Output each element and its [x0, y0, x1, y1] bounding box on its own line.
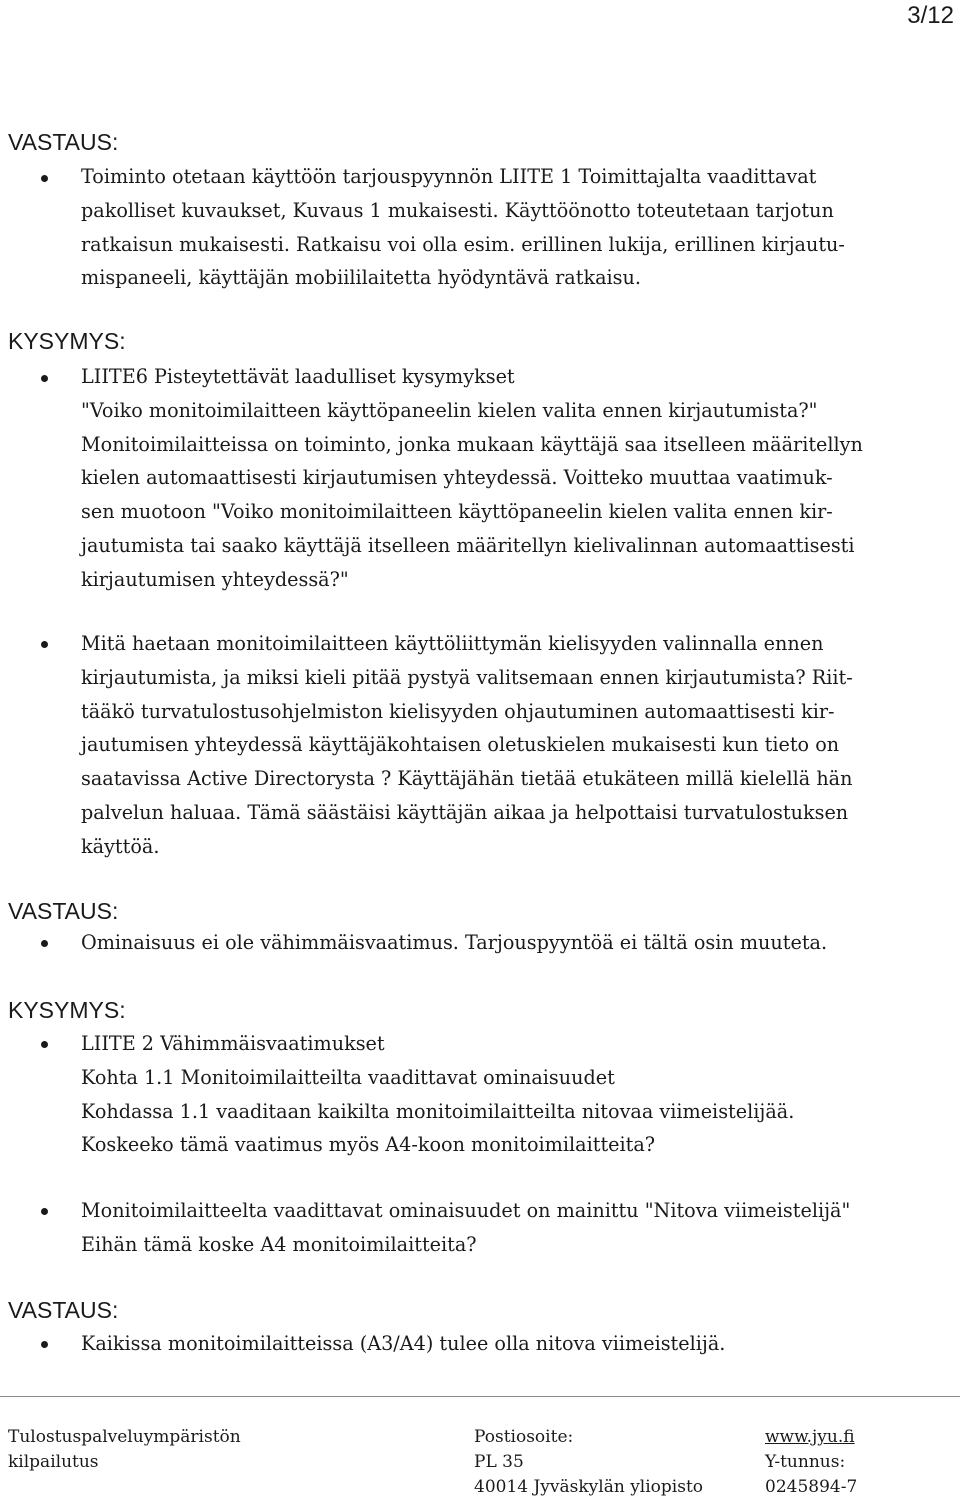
section-heading-answer: VASTAUS: [8, 129, 119, 155]
bullet-text [81, 1327, 725, 1361]
text-line: LIITE 2 Vähimmäisvaatimukset [81, 1032, 385, 1055]
bullet-text [81, 160, 845, 295]
text-line: Kohta 1.1 Monitoimilaitteilta vaadittavat ominaisuudet [81, 1065, 615, 1089]
text-line: kielen automaattisesti kirjautumisen yhteydessä. Voitteko muuttaa vaatimuk- [81, 466, 833, 490]
text-line: palvelun haluaa. Tämä säästäisi käyttäjän aikaa ja helpottaisi turvatulostuksen [81, 800, 849, 824]
text-line: Eihän tämä koske A4 monitoimilaitteita? [81, 1232, 477, 1256]
text-line: Mitä haetaan monitoimilaitteen käyttöliittymän kielisyyden valinnalla ennen [81, 632, 824, 655]
text-line: Koskeeko tämä vaatimus myös A4-koon monitoimilaitteita? [81, 1133, 656, 1157]
bullet-icon [41, 641, 48, 648]
bullet-icon [41, 1341, 48, 1348]
bullet-icon [41, 175, 48, 182]
text-line: kirjautumisen yhteydessä?" [81, 567, 349, 591]
text-line: sen muotoon "Voiko monitoimilaitteen käyttöpaneelin kielen valita ennen kir- [81, 500, 833, 524]
bullet-text [81, 1027, 794, 1162]
bullet-icon [41, 940, 48, 947]
text-line: Monitoimilaitteissa on toiminto, jonka mukaan käyttäjä saa itselleen määritellyn [81, 432, 863, 456]
bullet-icon [41, 1041, 48, 1048]
footer-divider [0, 1396, 960, 1397]
text-line: saatavissa Active Directorysta ? Käyttäjähän tietää etukäteen millä kielellä hän [81, 767, 853, 791]
text-line: kirjautumista, ja miksi kieli pitää pystyä valitsemaan ennen kirjautumista? Riit- [81, 665, 853, 689]
text-line: jautumista tai saako käyttäjä itselleen määritellyn kielivalinnan automaattisesti [81, 533, 855, 557]
text-line: tääkö turvatulostusohjelmiston kielisyyden ohjautuminen automaattisesti kir- [81, 699, 835, 723]
footer-address [474, 1425, 703, 1500]
footer-org [8, 1425, 241, 1475]
bullet-text [81, 926, 827, 960]
bullet-text [81, 360, 863, 597]
footer-org-line: Tulostuspalveluympäristön [8, 1427, 241, 1447]
page-number: 3/12 [907, 2, 954, 29]
text-line: mispaneeli, käyttäjän mobiililaitetta hyödyntävä ratkaisu. [81, 266, 641, 290]
footer-contact [765, 1425, 857, 1500]
footer-address-line: 40014 Jyväskylän yliopisto [474, 1477, 704, 1497]
text-line: LIITE6 Pisteytettävät laadulliset kysymykset [81, 365, 515, 388]
business-id-value: 0245894-7 [765, 1477, 858, 1497]
text-line: jautumisen yhteydessä käyttäjäkohtaisen oletuskielen mukaisesti kun tieto on [81, 733, 840, 757]
bullet-text [81, 627, 853, 864]
text-line: Kohdassa 1.1 vaaditaan kaikilta monitoimilaitteilta nitovaa viimeistelijää. [81, 1099, 795, 1123]
text-line: käyttöä. [81, 834, 160, 858]
section-heading-answer: VASTAUS: [8, 898, 119, 924]
text-line: ratkaisun mukaisesti. Ratkaisu voi olla esim. erillinen lukija, erillinen kirjautu- [81, 232, 845, 256]
bullet-icon [41, 375, 48, 382]
footer-address-label: Postiosoite: [474, 1427, 574, 1447]
text-line: pakolliset kuvaukset, Kuvaus 1 mukaisesti. Käyttöönotto toteutetaan tarjotun [81, 198, 834, 222]
bullet-text [81, 1194, 850, 1262]
bullet-icon [41, 1208, 48, 1215]
text-line: Ominaisuus ei ole vähimmäisvaatimus. Tarjouspyyntöä ei tältä osin muuteta. [81, 931, 828, 954]
text-line: Toiminto otetaan käyttöön tarjouspyynnön LIITE 1 Toimittajalta vaadittavat [81, 165, 817, 188]
section-heading-answer: VASTAUS: [8, 1297, 119, 1323]
section-heading-question: KYSYMYS: [8, 328, 126, 354]
website-link[interactable]: www.jyu.fi [765, 1427, 855, 1447]
text-line: Kaikissa monitoimilaitteissa (A3/A4) tulee olla nitova viimeistelijä. [81, 1332, 726, 1355]
business-id-label: Y-tunnus: [765, 1452, 846, 1472]
footer-address-line: PL 35 [474, 1452, 524, 1472]
text-line: Monitoimilaitteelta vaadittavat ominaisuudet on mainittu "Nitova viimeistelijä" [81, 1199, 851, 1222]
text-line: "Voiko monitoimilaitteen käyttöpaneelin kielen valita ennen kirjautumista?" [81, 398, 818, 422]
section-heading-question: KYSYMYS: [8, 997, 126, 1023]
footer-org-line: kilpailutus [8, 1452, 99, 1472]
